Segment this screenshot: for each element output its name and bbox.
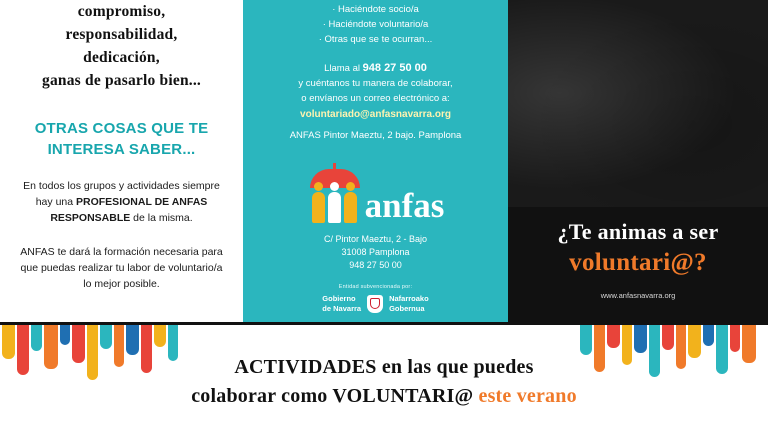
banner-text (0, 356, 768, 408)
bottom-banner (0, 322, 768, 432)
banner-line-1: ACTIVIDADES en las que puedes (234, 356, 534, 378)
gov-line-3: Nafarroako (389, 294, 429, 303)
government-logo (259, 294, 492, 314)
bullet-item: · Haciéndote socio/a (332, 4, 419, 15)
subsidy-label: Entidad subvencionada por: (338, 284, 413, 290)
gov-line-1: Gobierno (322, 294, 356, 303)
left-heading-line-3: dedicación, (83, 49, 160, 66)
right-photo-panel (508, 0, 768, 322)
banner-line-2-pre: colaborar como VOLUNTARI@ (191, 385, 479, 407)
left-heading-line-4: ganas de pasarlo bien... (42, 72, 201, 89)
left-paragraph-1-emphasis: PROFESIONAL DE ANFAS RESPONSABLE (50, 196, 208, 224)
logo-address-street: C/ Pintor Maeztu, 2 - Bajo (323, 234, 428, 244)
left-paragraph-2: ANFAS te dará la formación necesaria para que puedas realizar tu labor de voluntario/a lo mejor posible. (20, 246, 223, 290)
tell-line: y cuéntanos tu manera de colaborar, (298, 78, 453, 89)
left-paragraph-1-pre: En todos los grupos y actividades siempre hay una (23, 180, 220, 208)
email-address[interactable]: voluntariado@anfasnavarra.org (300, 109, 451, 120)
left-heading (14, 0, 229, 92)
phone-number[interactable]: 948 27 50 00 (362, 62, 427, 74)
navarra-shield-icon (367, 295, 383, 313)
office-address: ANFAS Pintor Maeztu, 2 bajo. Pamplona (289, 130, 462, 141)
anfas-wordmark: anfas (364, 186, 445, 225)
logo-phone: 948 27 50 00 (349, 260, 402, 270)
logo-address-block (259, 233, 492, 272)
collaborate-bullets (259, 0, 492, 47)
website-url[interactable]: www.anfasnavarra.org (600, 291, 676, 300)
banner-line-2 (0, 385, 768, 408)
left-paragraph-1 (20, 178, 223, 226)
logo-address-city: 31008 Pamplona (341, 247, 410, 257)
call-line (259, 61, 492, 76)
caption-line-2: voluntari@? (569, 249, 707, 276)
bullet-item: · Haciéndote voluntario/a (322, 19, 429, 30)
gov-line-4: Gobernua (389, 304, 425, 313)
figure-right-icon (344, 192, 357, 223)
left-heading-line-1: compromiso, (77, 3, 166, 20)
email-intro-line: o envíanos un correo electrónico a: (301, 93, 450, 104)
bullet-item: · Otras que se te ocurran... (318, 34, 433, 45)
figure-left-icon (312, 192, 325, 223)
left-section-title: OTRAS COSAS QUE TE INTERESA SABER... (34, 120, 209, 158)
gov-line-2: de Navarra (322, 304, 362, 313)
left-heading-line-2: responsabilidad, (65, 26, 178, 43)
photo-caption-block (508, 207, 768, 322)
gov-text-es (322, 294, 361, 314)
banner-line-2-highlight: este verano (478, 385, 577, 407)
anfas-house-icon (307, 167, 363, 225)
photo-overlay (508, 0, 768, 207)
figure-center-icon (328, 192, 341, 223)
middle-teal-panel (243, 0, 508, 322)
call-label: Llama al (324, 63, 361, 74)
volunteers-photo (508, 0, 768, 207)
contact-block (259, 61, 492, 143)
caption-line-1: ¿Te animas a ser (557, 219, 719, 244)
left-text-panel (0, 0, 243, 322)
left-paragraph-1-post: de la misma. (130, 212, 193, 224)
anfas-logo (259, 163, 492, 225)
gov-text-eu (389, 294, 429, 314)
